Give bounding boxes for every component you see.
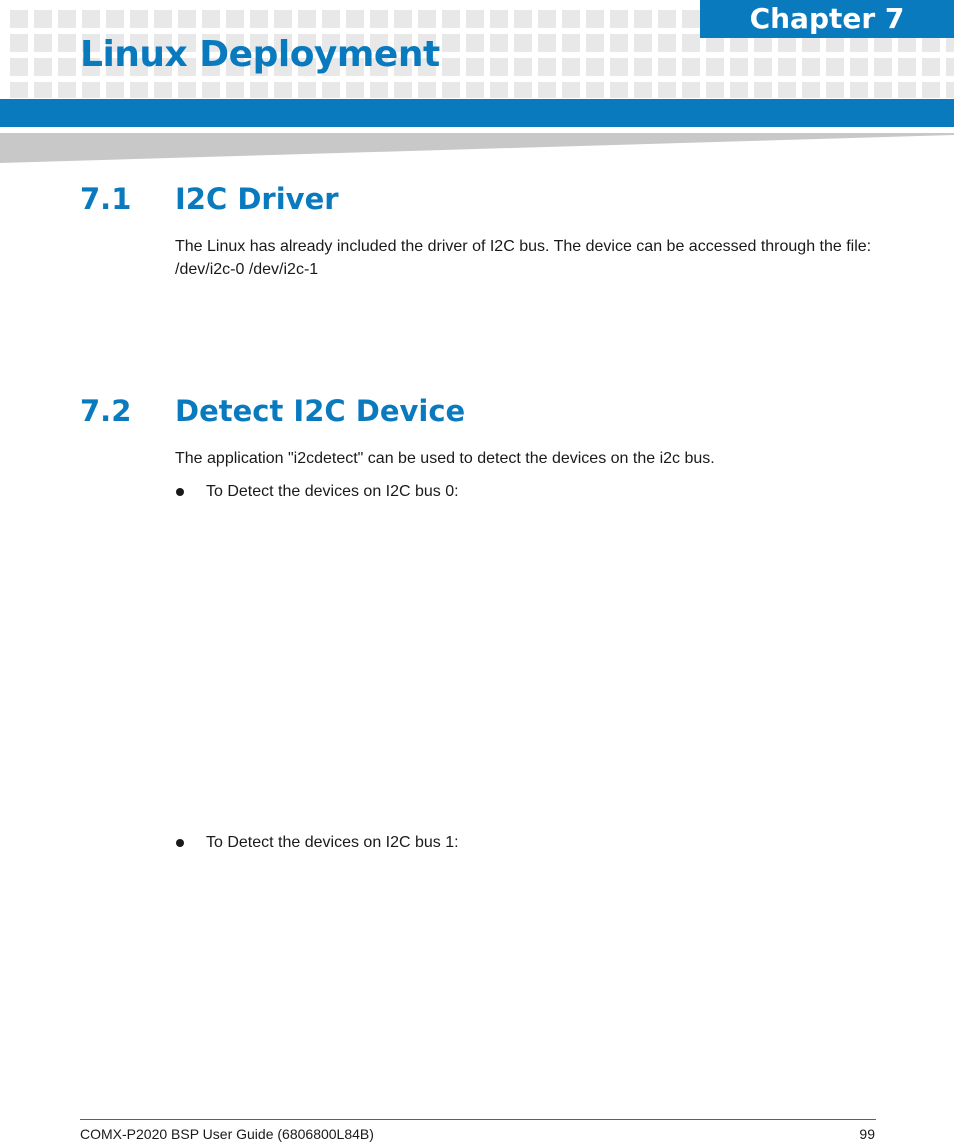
bullet-text: To Detect the devices on I2C bus 1: [206,834,459,851]
bullet-text: To Detect the devices on I2C bus 0: [206,483,459,500]
footer-rule [80,1119,876,1120]
bullet-icon [176,488,184,496]
wedge-shape [0,133,954,163]
header-bar [0,99,954,127]
section-title: Detect I2C Device [175,394,466,428]
section-number: 7.1 [80,182,132,216]
page-title: Linux Deployment [80,34,440,75]
bullet-icon [176,839,184,847]
footer-doc-title: COMX-P2020 BSP User Guide (6806800L84B) [80,1126,374,1142]
chapter-tab: Chapter 7 [700,0,954,38]
section-7-1-body: The Linux has already included the driver of I2C bus. The device can be accessed through the file: /dev/i2c-0 /dev/i2c-1 [175,238,872,278]
page-number: 99 [859,1126,875,1142]
section-number: 7.2 [80,394,132,428]
section-7-2-body: The application "i2cdetect" can be used to detect the devices on the i2c bus. [175,450,715,467]
header-wedge [0,133,954,163]
section-title: I2C Driver [175,182,339,216]
